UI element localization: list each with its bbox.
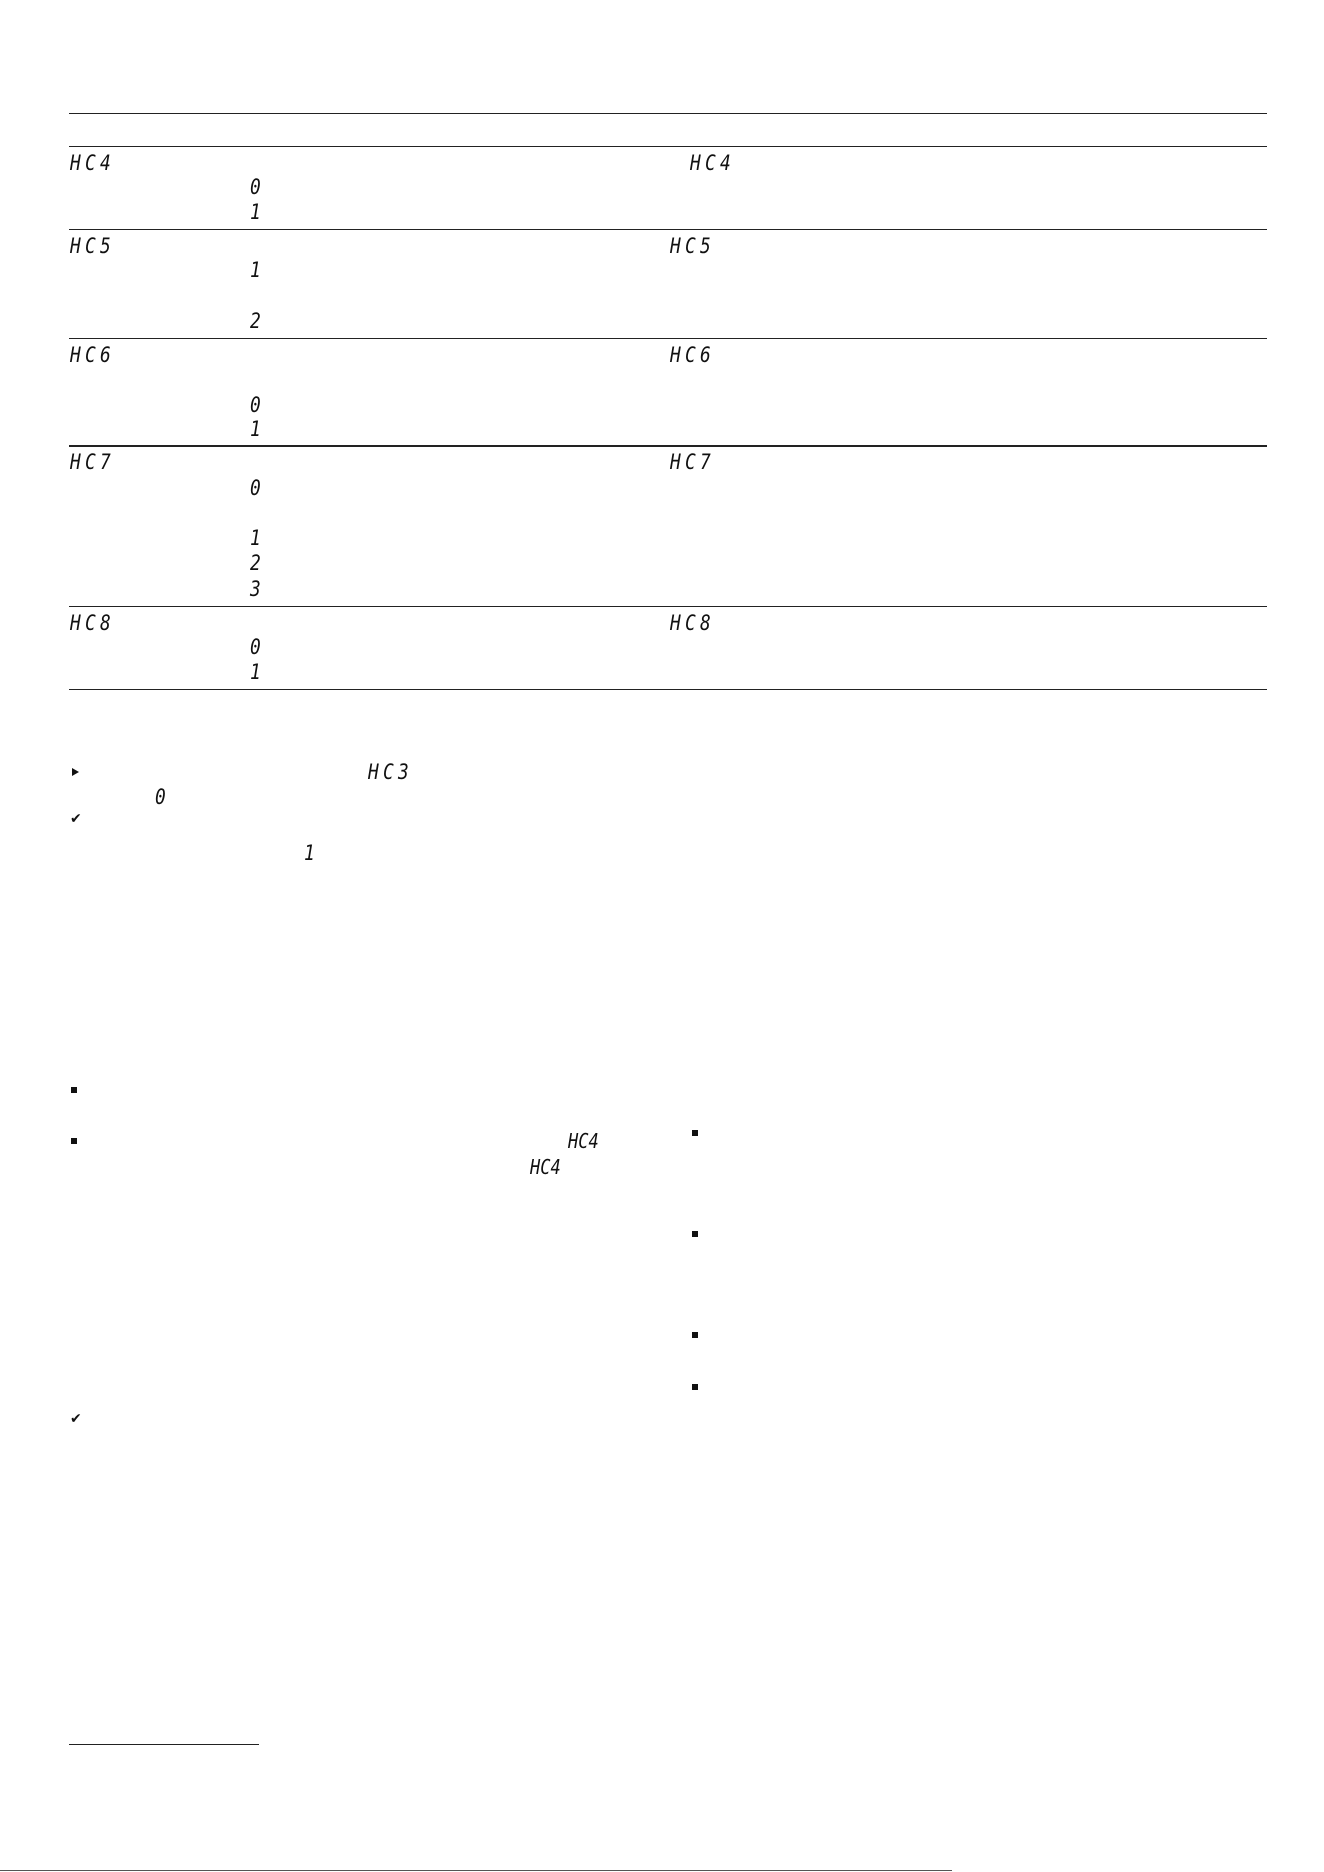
result-value: 1	[304, 841, 320, 865]
square-bullet-icon	[692, 1332, 698, 1338]
table-row-value: 0	[250, 175, 266, 199]
table-row-code: HC5	[70, 234, 115, 258]
table-row-value: 1	[250, 258, 266, 282]
table-row-code-right: HC4	[690, 151, 735, 175]
row-divider-hc6	[69, 445, 1267, 447]
table-row-code-right: HC6	[670, 343, 715, 367]
table-row-value: 1	[250, 526, 266, 550]
square-bullet-icon	[692, 1384, 698, 1390]
footnote-separator	[69, 1744, 259, 1745]
square-bullet-icon	[71, 1087, 77, 1093]
inline-code: HC4	[530, 1155, 561, 1179]
row-divider-hc4	[69, 229, 1267, 230]
checkmark-icon: ✔	[70, 1411, 82, 1427]
row-divider-hc5	[69, 338, 1267, 339]
table-row-code-right: HC8	[670, 611, 715, 635]
row-divider-hc7	[69, 606, 1267, 607]
table-row-code: HC7	[70, 450, 115, 474]
table-row-value: 2	[250, 551, 266, 575]
page-bottom-rule	[0, 1870, 952, 1871]
table-bottom-rule	[69, 689, 1267, 690]
table-top-rule	[69, 113, 1267, 114]
step-code: HC3	[368, 760, 413, 784]
table-row-value: 1	[250, 200, 266, 224]
table-row-value: 0	[250, 476, 266, 500]
checkmark-icon: ✔	[70, 811, 82, 827]
table-row-value: 0	[250, 635, 266, 659]
table-row-value: 1	[250, 660, 266, 684]
table-row-code-right: HC7	[670, 450, 715, 474]
step-value: 0	[155, 785, 171, 809]
square-bullet-icon	[71, 1138, 77, 1144]
table-header-rule	[69, 146, 1267, 147]
table-row-value: 2	[250, 309, 266, 333]
square-bullet-icon	[692, 1130, 698, 1136]
table-row-value: 1	[250, 417, 266, 441]
arrow-right-icon	[72, 768, 79, 776]
square-bullet-icon	[692, 1231, 698, 1237]
table-row-code: HC8	[70, 611, 115, 635]
table-row-code-right: HC5	[670, 234, 715, 258]
inline-code: HC4	[568, 1129, 599, 1153]
table-row-value: 0	[250, 393, 266, 417]
table-row-value: 3	[250, 577, 266, 601]
table-row-code: HC4	[70, 151, 115, 175]
table-row-code: HC6	[70, 343, 115, 367]
